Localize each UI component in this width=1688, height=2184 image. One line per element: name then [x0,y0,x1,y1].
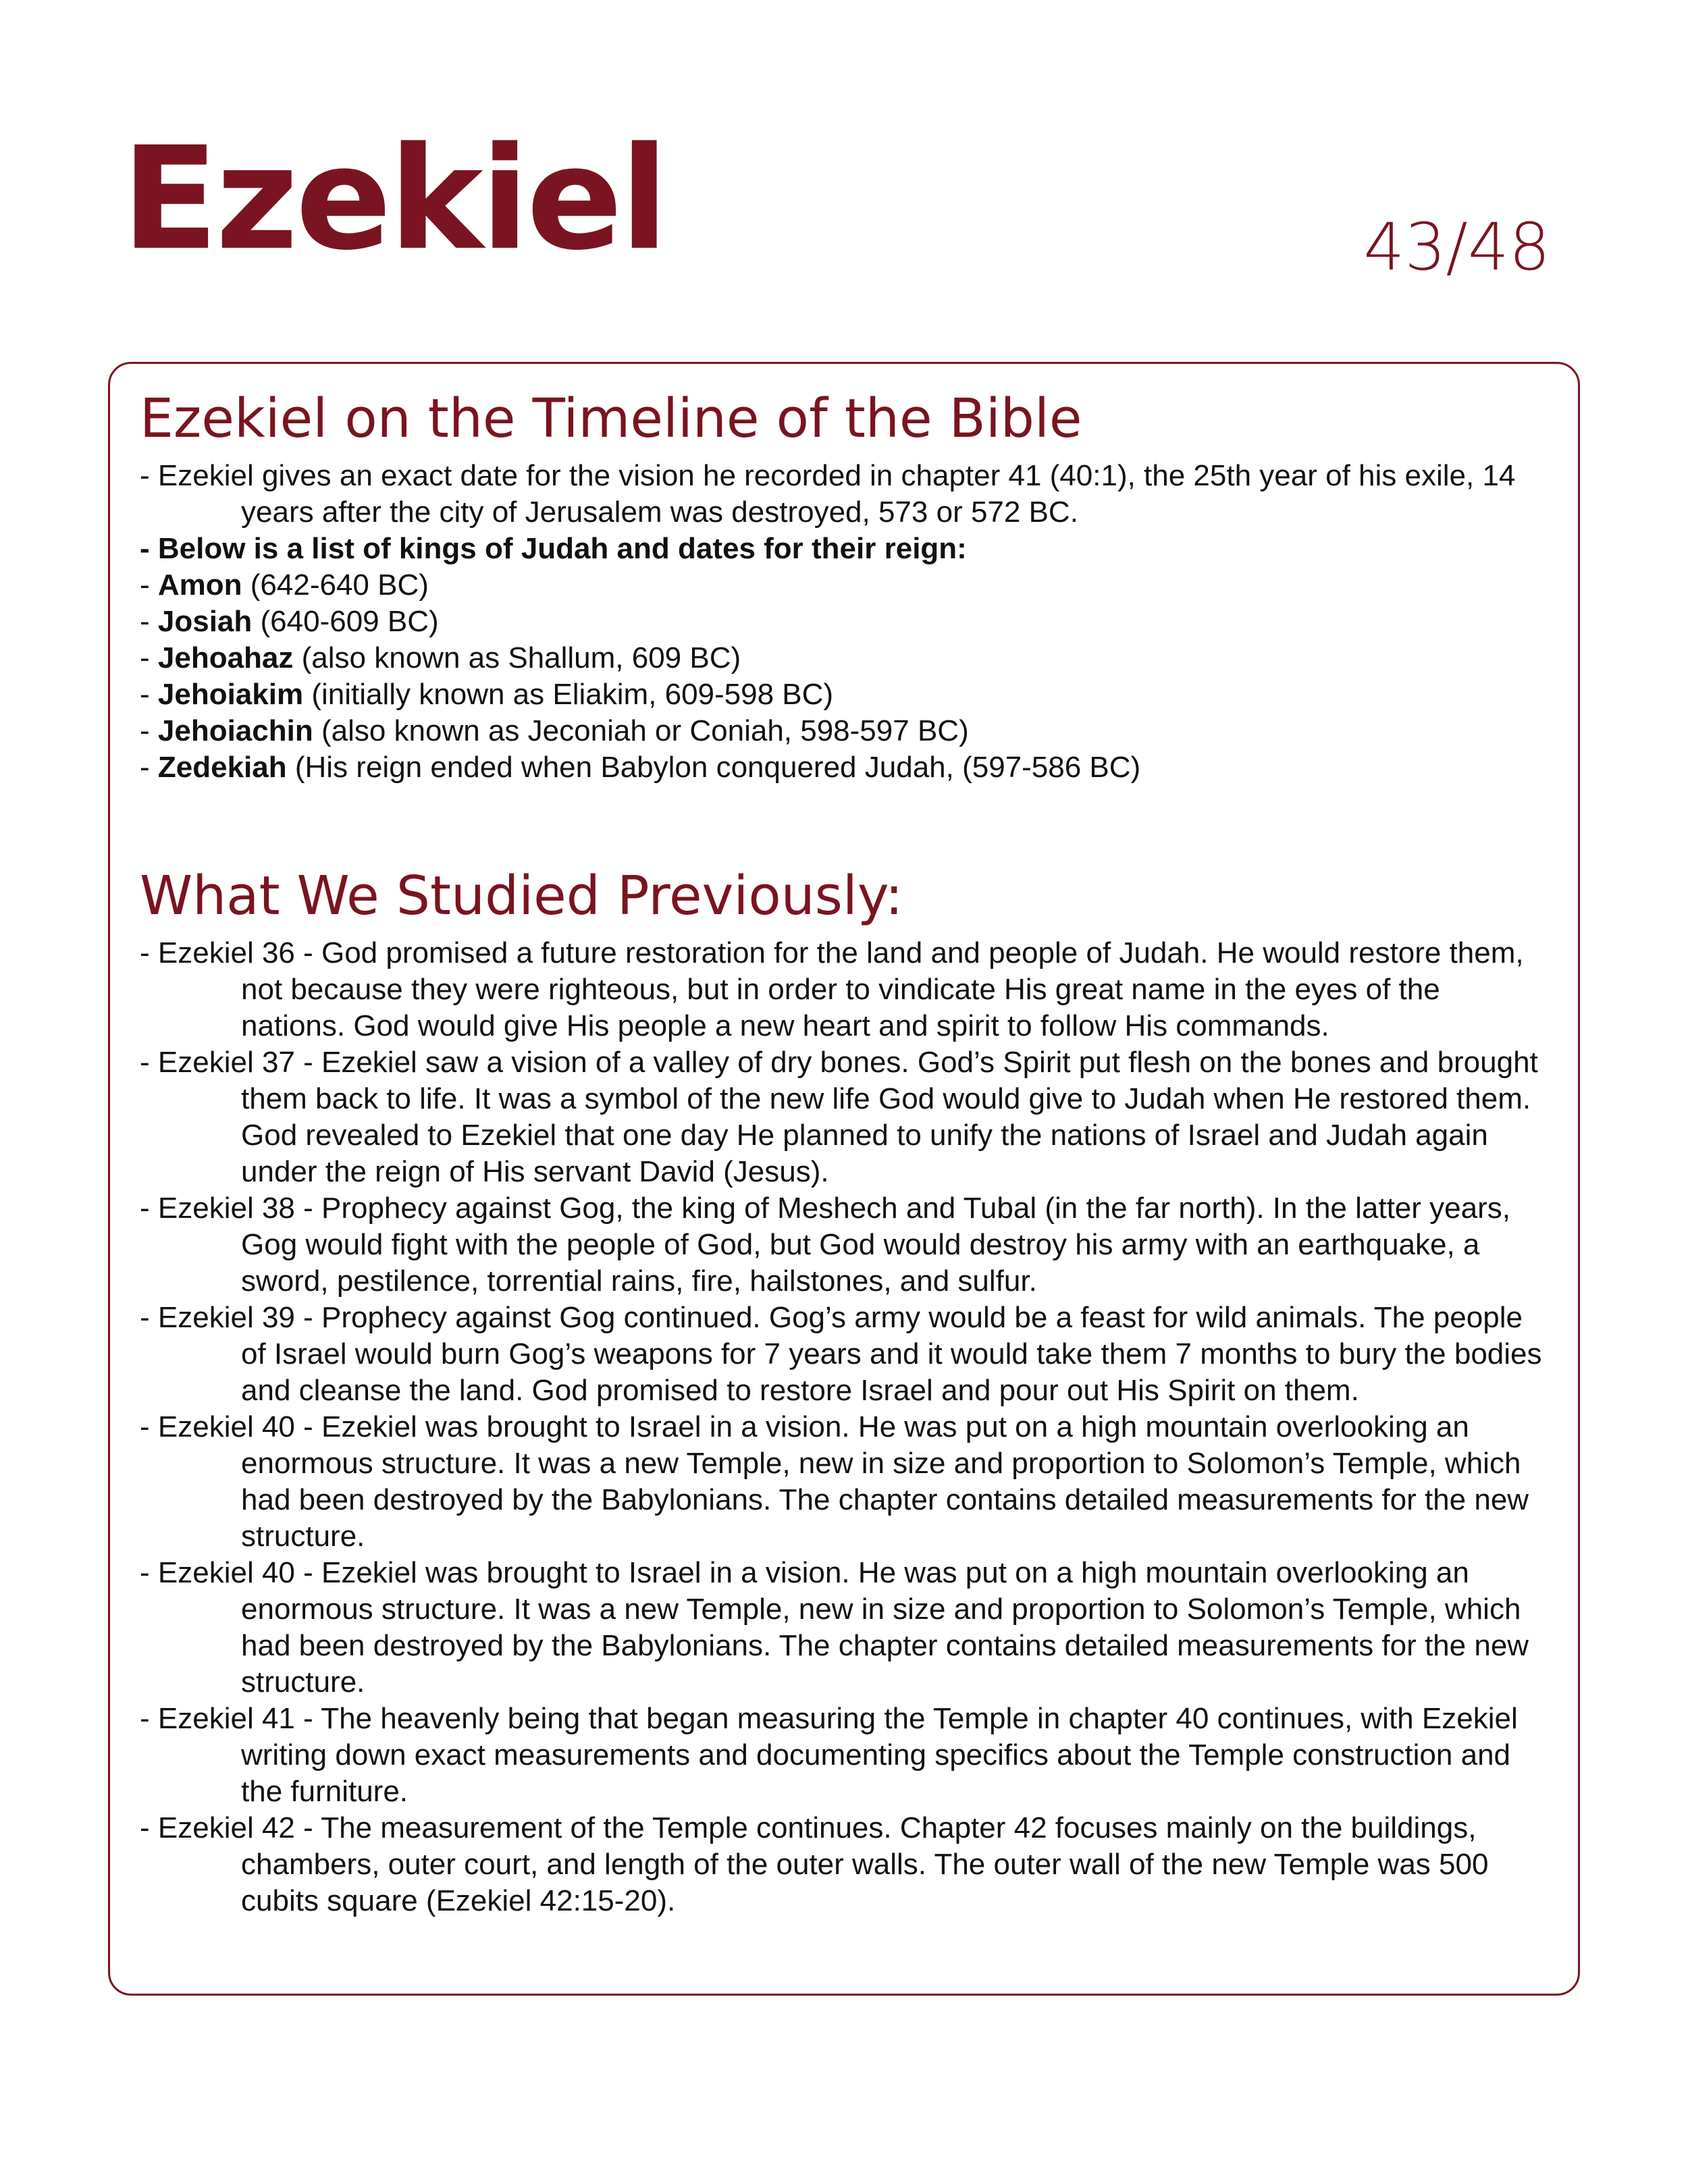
king-detail: (His reign ended when Babylon conquered Judah, (597-586 BC) [286,750,1141,784]
king-detail: (initially known as Eliakim, 609-598 BC) [303,677,834,711]
timeline-heading: Ezekiel on the Timeline of the Bible [140,388,1082,450]
king-name: Jehoiakim [157,677,304,711]
king-detail: (also known as Jeconiah or Coniah, 598-597 BC) [313,714,969,747]
king-detail: (also known as Shallum, 609 BC) [293,641,741,674]
previous-item-ezekiel-39: - Ezekiel 39 - Prophecy against Gog continued. Gog’s army would be a feast for wild animals. The people of Israel would burn Gog’s weapons for 7 years and it would take them 7 months to bury the bodies and cleanse the land. God promised to restore Israel and pour out His Spirit on them. [140,1300,1542,1407]
king-item-jehoiachin [140,713,1543,749]
previous-item-ezekiel-37: - Ezekiel 37 - Ezekiel saw a vision of a valley of dry bones. God’s Spirit put flesh on the bones and brought them back to life. It was a symbol of the new life God would give to Judah when He restored them. God revealed to Ezekiel that one day He planned to unify the nations of Israel and Judah again under the reign of His servant David (Jesus). [140,1045,1538,1188]
king-prefix: - [140,568,158,602]
king-name: Amon [157,568,242,602]
previous-heading: What We Studied Previously: [140,864,903,927]
previous-list [140,935,1543,1919]
king-prefix: - [140,604,158,638]
king-detail: (640-609 BC) [252,604,439,638]
king-item-josiah [140,604,1543,640]
king-name: Josiah [157,604,253,638]
previous-item-ezekiel-40-repeat: - Ezekiel 40 - Ezekiel was brought to Israel in a vision. He was put on a high mountain overlooking an enormous structure. It was a new Temple, new in size and proportion to Solomon’s Temple, which had been destroyed by the Babylonians. The chapter contains detailed measurements for the new structure. [140,1555,1529,1699]
page-title: Ezekiel [122,116,666,282]
timeline-intro: - Ezekiel gives an exact date for the vision he recorded in chapter 41 (40:1), the 25th year of his exile, 14 years after the city of Jerusalem was destroyed, 573 or 572 BC. [140,458,1516,529]
previous-item-ezekiel-38: - Ezekiel 38 - Prophecy against Gog, the king of Meshech and Tubal (in the far north). In the latter years, Gog would fight with the people of God, but God would destroy his army with an earthquake, a sword, pestilence, torrential rains, fire, hailstones, and sulfur. [140,1191,1510,1298]
page-number: 43/48 [1363,209,1550,285]
king-item-jehoiakim [140,676,1543,713]
king-prefix: - [140,714,158,747]
king-name: Jehoiachin [157,714,313,747]
content-box [108,362,1580,1996]
previous-section [140,864,1543,1919]
king-item-jehoahaz [140,640,1543,676]
king-item-amon [140,567,1543,604]
king-name: Zedekiah [157,750,287,784]
king-prefix: - [140,641,158,674]
king-prefix: - [140,750,158,784]
timeline-list [140,458,1543,786]
timeline-section [140,390,1543,786]
previous-item-ezekiel-40: - Ezekiel 40 - Ezekiel was brought to Israel in a vision. He was put on a high mountain overlooking an enormous structure. It was a new Temple, new in size and proportion to Solomon’s Temple, which had been destroyed by the Babylonians. The chapter contains detailed measurements for the new structure. [140,1410,1529,1553]
king-prefix: - [140,677,158,711]
previous-item-ezekiel-41: - Ezekiel 41 - The heavenly being that began measuring the Temple in chapter 40 continues, with Ezekiel writing down exact measurements and documenting specifics about the Temple construction and the furniture. [140,1701,1518,1808]
previous-item-ezekiel-36: - Ezekiel 36 - God promised a future restoration for the land and people of Judah. He would restore them, not because they were righteous, but in order to vindicate His great name in the eyes of the nations. God would give His people a new heart and spirit to follow His commands. [140,936,1524,1042]
king-detail: (642-640 BC) [242,568,429,602]
king-item-zedekiah [140,749,1543,786]
previous-item-ezekiel-42: - Ezekiel 42 - The measurement of the Temple continues. Chapter 42 focuses mainly on the buildings, chambers, outer court, and length of the outer walls. The outer wall of the new Temple was 500 cubits square (Ezekiel 42:15-20). [140,1811,1489,1917]
king-name: Jehoahaz [157,641,294,674]
kings-list-heading: - Below is a list of kings of Judah and dates for their reign: [140,531,967,565]
